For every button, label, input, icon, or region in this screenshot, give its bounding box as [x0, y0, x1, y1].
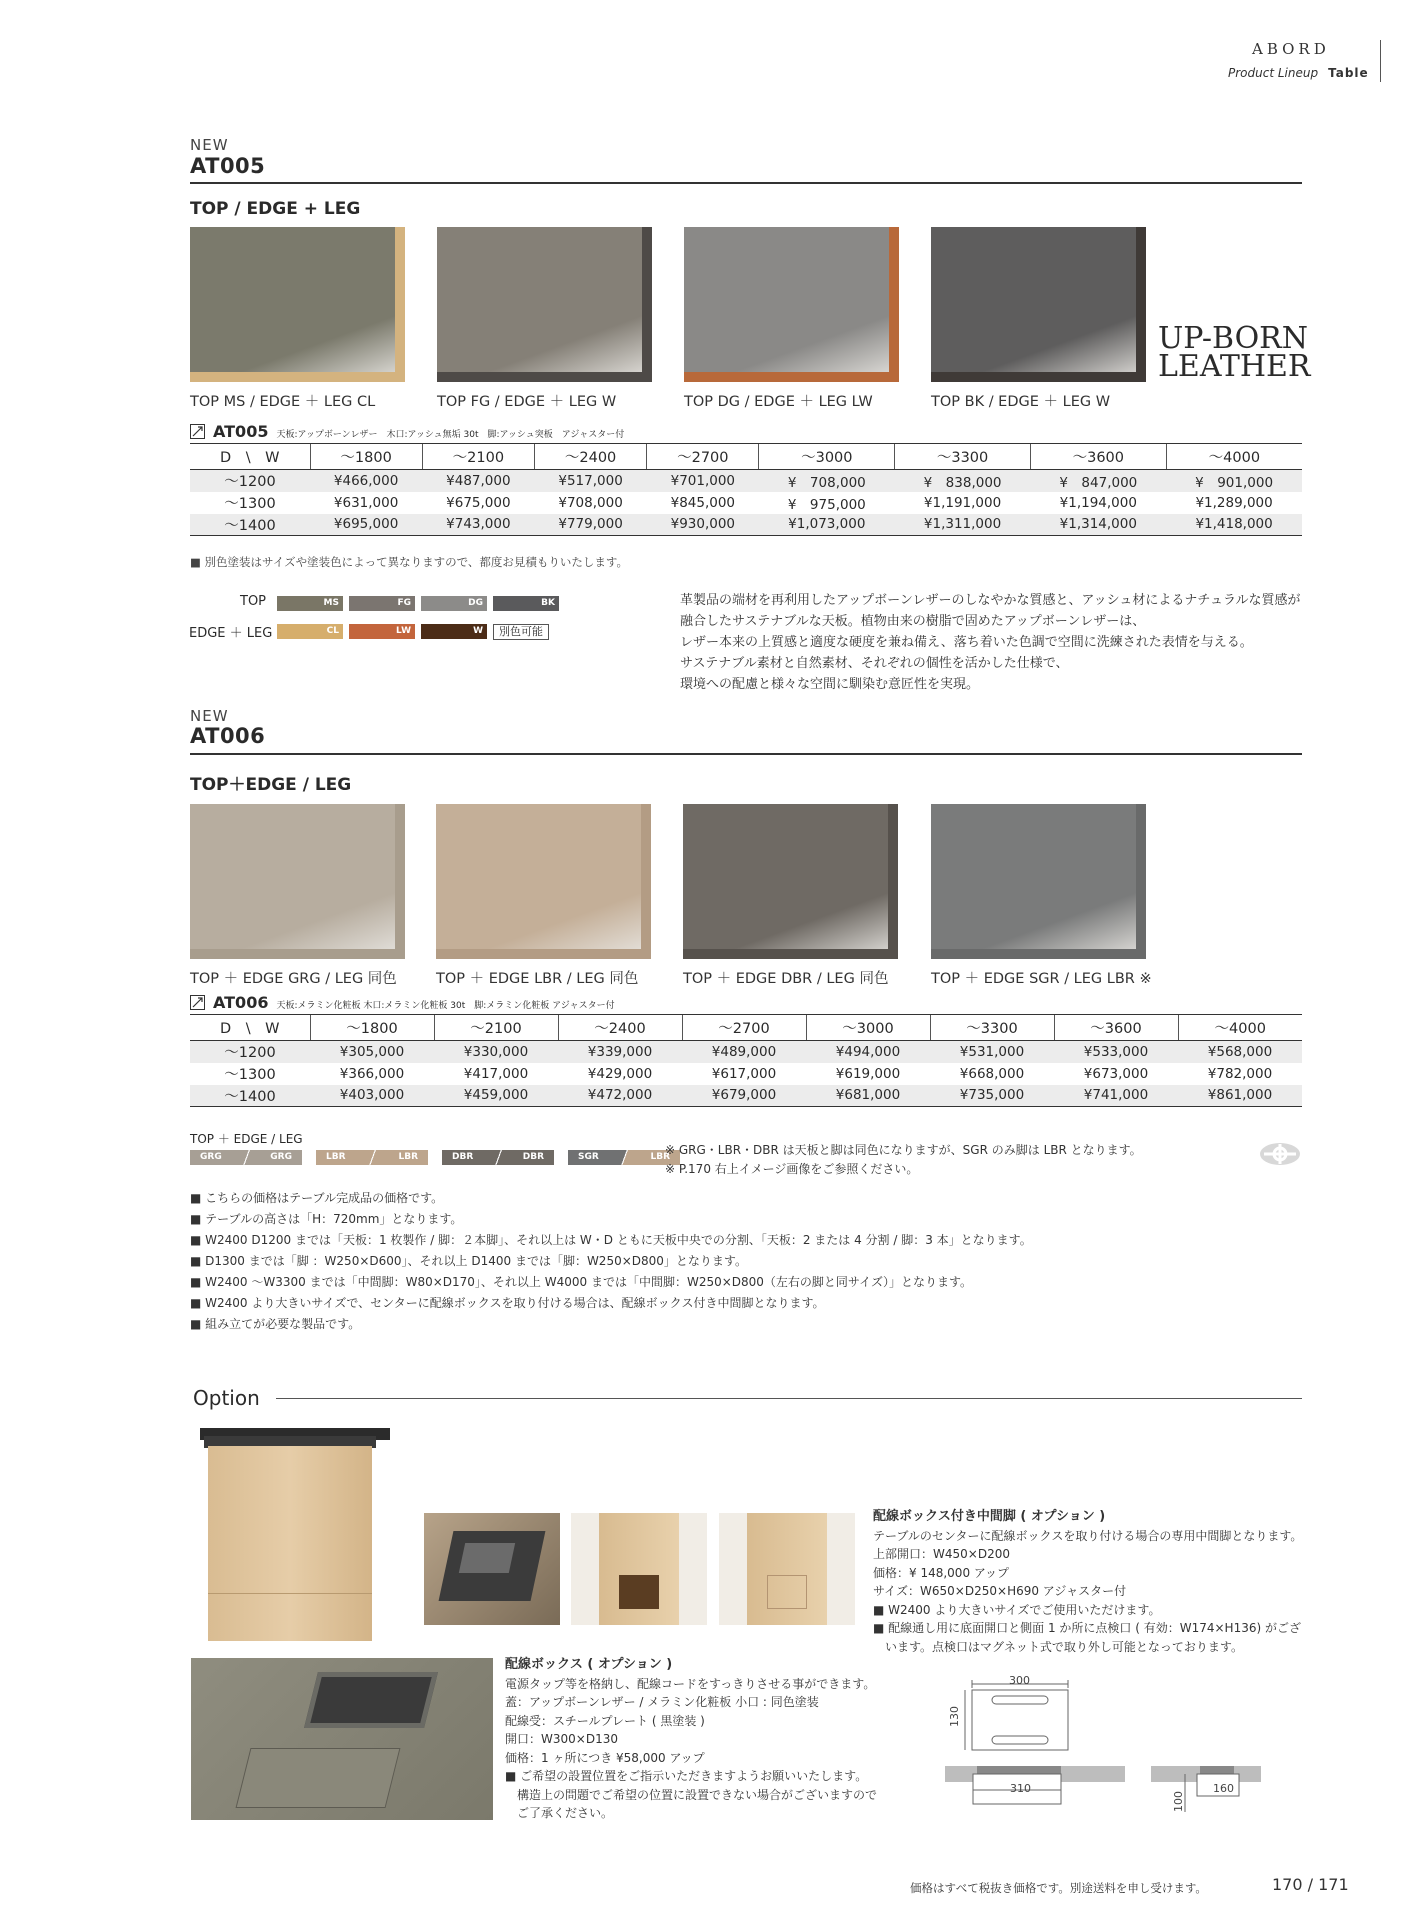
- price-cell: ¥930,000: [647, 514, 759, 536]
- model-title: AT006: [190, 724, 266, 748]
- breadcrumb: [1228, 66, 1369, 80]
- lineup-label: Product Lineup: [1228, 66, 1319, 80]
- cable-box-text: [505, 1656, 877, 1823]
- divider: [190, 182, 1302, 184]
- new-label: NEW: [190, 136, 229, 154]
- price-cell: ¥472,000: [558, 1085, 682, 1107]
- swatch-caption: TOP FG / EDGE ＋ LEG W: [437, 394, 617, 410]
- notes: [665, 1141, 1142, 1178]
- price-cell: ¥675,000: [446, 494, 511, 511]
- price-cell: ¥619,000: [835, 1065, 901, 1082]
- row-header: ～1300: [224, 1067, 276, 1083]
- swatch-image: [190, 804, 405, 959]
- swatch-image: [931, 804, 1146, 959]
- price-cell: ¥1,311,000: [895, 514, 1031, 536]
- swatch-item: [931, 227, 1146, 411]
- price-cell: ¥403,000: [310, 1085, 434, 1107]
- text-line: ■ 配線通し用に底面開口と側面 1 か所に点検口 ( 有効：W174×H136) がござ: [873, 1621, 1301, 1635]
- text-line: サイズ：W650×D250×H690 アジャスター付: [873, 1584, 1127, 1598]
- text-line: 革製品の端材を再利用したアップボーンレザーのしなやかな質感と、アッシュ材によるナチュラルな質感が: [680, 593, 1301, 608]
- color-chip: LW: [349, 624, 415, 639]
- swatch-caption: TOP ＋ EDGE DBR / LEG 同色: [683, 971, 889, 987]
- table-row: [190, 470, 1302, 492]
- note: ※ GRG・LBR・DBR は天板と脚は同色になりますが、SGR のみ脚は LBR となります。: [665, 1143, 1142, 1157]
- column-header: ～2700: [682, 1015, 806, 1041]
- note: ※ P.170 右上イメージ画像をご参照ください。: [665, 1161, 919, 1176]
- combo-chip: DBR DBR: [442, 1150, 554, 1165]
- price-cell: ¥779,000: [534, 514, 646, 536]
- logo-line: UP-BORN: [1158, 321, 1308, 356]
- price-cell: ¥494,000: [806, 1041, 930, 1063]
- text-line: ■ テーブルの高さは「H：720mm」となります。: [190, 1212, 463, 1226]
- swatch-item: [437, 227, 652, 411]
- column-header: ～3300: [895, 444, 1031, 470]
- price-cell: ¥681,000: [806, 1085, 930, 1107]
- table-model: AT006: [213, 993, 269, 1012]
- table-model: AT005: [213, 422, 269, 441]
- price-cell: ¥741,000: [1054, 1085, 1178, 1107]
- column-header: ～1800: [310, 444, 422, 470]
- combo-label: TOP ＋ EDGE / LEG: [190, 1132, 303, 1146]
- text-line: ■ W2400 D1200 までは「天板：1 枚製作 / 脚：２本脚」、それ以上は W・D ともに天板中央での分割、「天板：2 または 4 分割 / 脚：3 本」となります。: [190, 1233, 1032, 1247]
- price-cell: ¥1,314,000: [1030, 514, 1166, 536]
- table-spec: 天板:アップボーンレザー 木口:アッシュ無垢 30t 脚:アッシュ突板 アジャスター付: [276, 430, 625, 440]
- column-header: ～2700: [647, 444, 759, 470]
- combo-chip: SGR LBR: [568, 1150, 680, 1165]
- text-line: 構造上の問題でご希望の位置に設置できない場合がございますので: [505, 1787, 878, 1802]
- row-header: ～1400: [190, 1085, 310, 1107]
- section-title: TOP / EDGE + LEG: [190, 199, 361, 219]
- table-row: [190, 1041, 1302, 1063]
- column-header: D \ W: [190, 1015, 310, 1041]
- text-line: 価格：¥ 148,000 アップ: [873, 1565, 1010, 1580]
- swatch-item: [684, 227, 899, 411]
- price-cell: ¥339,000: [558, 1041, 682, 1063]
- resize-icon: [190, 424, 205, 439]
- column-header: ～2400: [534, 444, 646, 470]
- box-top-photo: [424, 1513, 560, 1625]
- swatch-image: [436, 804, 651, 959]
- price-cell: ¥668,000: [959, 1065, 1025, 1082]
- row-header: ～1400: [190, 514, 310, 536]
- footer-note: 価格はすべて税抜き価格です。別途送料を申し受けます。: [910, 1881, 1207, 1895]
- price-cell: ¥1,194,000: [1059, 494, 1137, 511]
- option-heading: 配線ボックス ( オプション ): [505, 1657, 673, 1672]
- price-cell: ¥673,000: [1083, 1065, 1149, 1082]
- price-cell: ¥743,000: [422, 514, 534, 536]
- top-label: TOP: [240, 594, 267, 609]
- text-line: 環境への配慮と様々な空間に馴染む意匠性を実現。: [680, 677, 980, 692]
- logo-line: LEATHER: [1158, 349, 1311, 384]
- note: ■ 別色塗装はサイズや塗装色によって異なりますので、都度お見積もりいたします。: [190, 555, 628, 569]
- row-header: ～1200: [190, 470, 310, 492]
- price-cell: ¥708,000: [558, 494, 623, 511]
- column-header: D \ W: [190, 444, 310, 470]
- combo-chip: GRG GRG: [190, 1150, 302, 1165]
- brand-divider: [1380, 40, 1381, 82]
- dimension-drawing: [945, 1662, 1340, 1826]
- swatch-item: [190, 227, 405, 411]
- text-line: 価格：1 ヶ所につき ¥58,000 アップ: [505, 1750, 705, 1765]
- leg-option-text: [873, 1508, 1302, 1656]
- price-cell: ¥305,000: [310, 1041, 434, 1063]
- price-cell: ¥ 975,000: [787, 496, 866, 513]
- price-cell: ¥330,000: [434, 1041, 558, 1063]
- price-cell: ¥1,191,000: [923, 494, 1002, 511]
- table-spec: 天板:メラミン化粧板 木口:メラミン化粧板 30t 脚:メラミン化粧板 アジャスター付: [276, 1001, 615, 1011]
- option-title: Option: [193, 1386, 260, 1410]
- text-line: 蓋：アップボーンレザー / メラミン化粧板 小口 : 同色塗装: [505, 1695, 819, 1709]
- price-cell: ¥ 901,000: [1166, 470, 1302, 492]
- price-cell: ¥489,000: [682, 1041, 806, 1063]
- column-header: ～2400: [558, 1015, 682, 1041]
- box-side-closed-photo: [719, 1513, 855, 1625]
- section-title: TOP＋EDGE / LEG: [190, 775, 352, 795]
- divider: [190, 753, 1302, 755]
- price-cell: ¥517,000: [534, 470, 646, 492]
- divider: [276, 1398, 1302, 1399]
- swatch-item: [436, 804, 651, 988]
- row-header: ～1200: [190, 1041, 310, 1063]
- swatch-item: [190, 804, 405, 988]
- dim-label: 300: [1009, 1674, 1030, 1687]
- column-header: ～2100: [422, 444, 534, 470]
- color-chip: FG: [349, 596, 415, 611]
- color-chip: W: [421, 624, 487, 639]
- price-cell: ¥1,073,000: [759, 514, 895, 536]
- text-line: ■ 組み立てが必要な製品です。: [190, 1317, 361, 1331]
- text-line: サステナブル素材と自然素材、それぞれの個性を活かした仕様で、: [680, 656, 1069, 671]
- column-header: ～1800: [310, 1015, 434, 1041]
- dim-label: 100: [1172, 1791, 1185, 1812]
- price-table: [190, 1014, 1302, 1107]
- text-line: 上部開口：W450×D200: [873, 1547, 1010, 1561]
- text-line: 開口：W300×D130: [505, 1732, 618, 1746]
- leg-with-box-photo: [192, 1428, 390, 1643]
- new-label: NEW: [190, 707, 229, 725]
- price-cell: ¥366,000: [339, 1065, 405, 1082]
- swatch-image: [437, 227, 652, 382]
- column-header: ～3000: [806, 1015, 930, 1041]
- price-cell: ¥631,000: [333, 494, 399, 511]
- table-row: [190, 1085, 1302, 1107]
- text-line: ■ W2400 より大きいサイズで、センターに配線ボックスを取り付ける場合は、配線ボックス付き中間脚となります。: [190, 1296, 825, 1310]
- text-line: 配線受：スチールプレート ( 黒塗装 ): [505, 1713, 705, 1728]
- box-side-open-photo: [571, 1513, 707, 1625]
- color-chip: CL: [277, 624, 343, 639]
- price-cell: ¥568,000: [1178, 1041, 1302, 1063]
- cable-box-photo: [191, 1658, 493, 1820]
- text-line: ■ W2400 より大きいサイズでご使用いただけます。: [873, 1602, 1161, 1617]
- swatch-item: [931, 804, 1152, 988]
- page-numbers: 170 / 171: [1272, 1875, 1349, 1894]
- resize-icon: [190, 995, 205, 1010]
- swatch-caption: TOP BK / EDGE ＋ LEG W: [931, 394, 1111, 410]
- dim-label: 130: [948, 1706, 961, 1727]
- text-line: ご了承ください。: [505, 1806, 614, 1820]
- swatch-caption: TOP ＋ EDGE LBR / LEG 同色: [436, 971, 639, 987]
- price-cell: ¥695,000: [310, 514, 422, 536]
- text-line: ■ W2400 ～W3300 までは「中間脚：W80×D170」、それ以上 W4000 までは「中間脚：W250×D800（左右の脚と同サイズ）」となります。: [190, 1275, 973, 1289]
- color-chip: BK: [493, 596, 559, 611]
- price-cell: ¥ 838,000: [895, 470, 1031, 492]
- brand-logo: [1158, 321, 1311, 384]
- price-cell: ¥845,000: [670, 494, 736, 511]
- price-cell: ¥701,000: [647, 470, 759, 492]
- color-chip: MS: [277, 596, 343, 611]
- swatch-caption: TOP DG / EDGE ＋ LEG LW: [684, 394, 873, 410]
- dim-label: 310: [1010, 1782, 1031, 1795]
- column-header: ～3300: [930, 1015, 1054, 1041]
- row-header: ～1300: [224, 496, 276, 512]
- price-cell: ¥1,289,000: [1195, 494, 1273, 511]
- column-header: ～3600: [1030, 444, 1166, 470]
- swatch-caption: TOP ＋ EDGE GRG / LEG 同色: [190, 971, 397, 987]
- column-header: ～3000: [759, 444, 895, 470]
- price-cell: ¥735,000: [930, 1085, 1054, 1107]
- table-title: [190, 993, 615, 1012]
- price-cell: ¥617,000: [711, 1065, 777, 1082]
- price-cell: ¥782,000: [1207, 1065, 1273, 1082]
- dim-label: 160: [1213, 1782, 1234, 1795]
- swatch-caption: TOP ＋ EDGE SGR / LEG LBR ※: [931, 971, 1152, 987]
- price-cell: ¥861,000: [1178, 1085, 1302, 1107]
- text-line: います。点検口はマグネット式で取り外し可能となっております。: [873, 1639, 1243, 1654]
- other-color-badge: 別色可能: [493, 624, 549, 640]
- swatch-item: [683, 804, 898, 988]
- text-line: ■ D1300 までは「脚 ：W250×D600」、それ以上 D1400 までは「脚：W250×D800」となります。: [190, 1254, 747, 1268]
- price-cell: ¥531,000: [930, 1041, 1054, 1063]
- text-line: テーブルのセンターに配線ボックスを取り付ける場合の専用中間脚となります。: [873, 1528, 1303, 1543]
- price-cell: ¥459,000: [434, 1085, 558, 1107]
- option-heading: 配線ボックス付き中間脚 ( オプション ): [873, 1509, 1106, 1524]
- swatch-caption: TOP MS / EDGE ＋ LEG CL: [190, 394, 376, 410]
- swatch-image: [190, 227, 405, 382]
- color-chip: DG: [421, 596, 487, 611]
- price-cell: ¥417,000: [463, 1065, 529, 1082]
- green-mark-icon: [1258, 1141, 1302, 1171]
- brand-name: ABORD: [1252, 40, 1330, 58]
- text-line: レザー本来の上質感と適度な硬度を兼ね備え、落ち着いた色調で空間に洗練された表情を与える。: [680, 635, 1253, 650]
- price-cell: ¥ 708,000: [759, 470, 895, 492]
- price-cell: ¥ 847,000: [1030, 470, 1166, 492]
- table-title: [190, 422, 624, 441]
- text-line: 融合したサステナブルな天板。植物由来の樹脂で固めたアップボーンレザーは、: [680, 614, 1146, 629]
- price-cell: ¥1,418,000: [1166, 514, 1302, 536]
- text-line: 電源タップ等を格納し、配線コードをすっきりさせる事ができます。: [505, 1676, 876, 1691]
- price-cell: ¥679,000: [682, 1085, 806, 1107]
- column-header: ～2100: [434, 1015, 558, 1041]
- bullet-list: [190, 1188, 1032, 1335]
- swatch-image: [684, 227, 899, 382]
- edge-label: EDGE ＋ LEG: [189, 626, 273, 641]
- text-line: ■ ご希望の設置位置をご指示いただきますようお願いいたします。: [505, 1769, 868, 1783]
- model-title: AT005: [190, 154, 266, 178]
- column-header: ～4000: [1178, 1015, 1302, 1041]
- category-label: Table: [1328, 66, 1369, 80]
- text-line: ■ こちらの価格はテーブル完成品の価格です。: [190, 1191, 444, 1205]
- table-row: [190, 1063, 1302, 1085]
- price-cell: ¥466,000: [310, 470, 422, 492]
- column-header: ～3600: [1054, 1015, 1178, 1041]
- description: [680, 590, 1301, 695]
- table-row: [190, 492, 1302, 514]
- column-header: ～4000: [1166, 444, 1302, 470]
- swatch-image: [683, 804, 898, 959]
- swatch-image: [931, 227, 1146, 382]
- table-row: [190, 514, 1302, 536]
- price-cell: ¥429,000: [587, 1065, 653, 1082]
- combo-chip: LBR LBR: [316, 1150, 428, 1165]
- price-table: [190, 443, 1302, 536]
- price-cell: ¥487,000: [422, 470, 534, 492]
- price-cell: ¥533,000: [1054, 1041, 1178, 1063]
